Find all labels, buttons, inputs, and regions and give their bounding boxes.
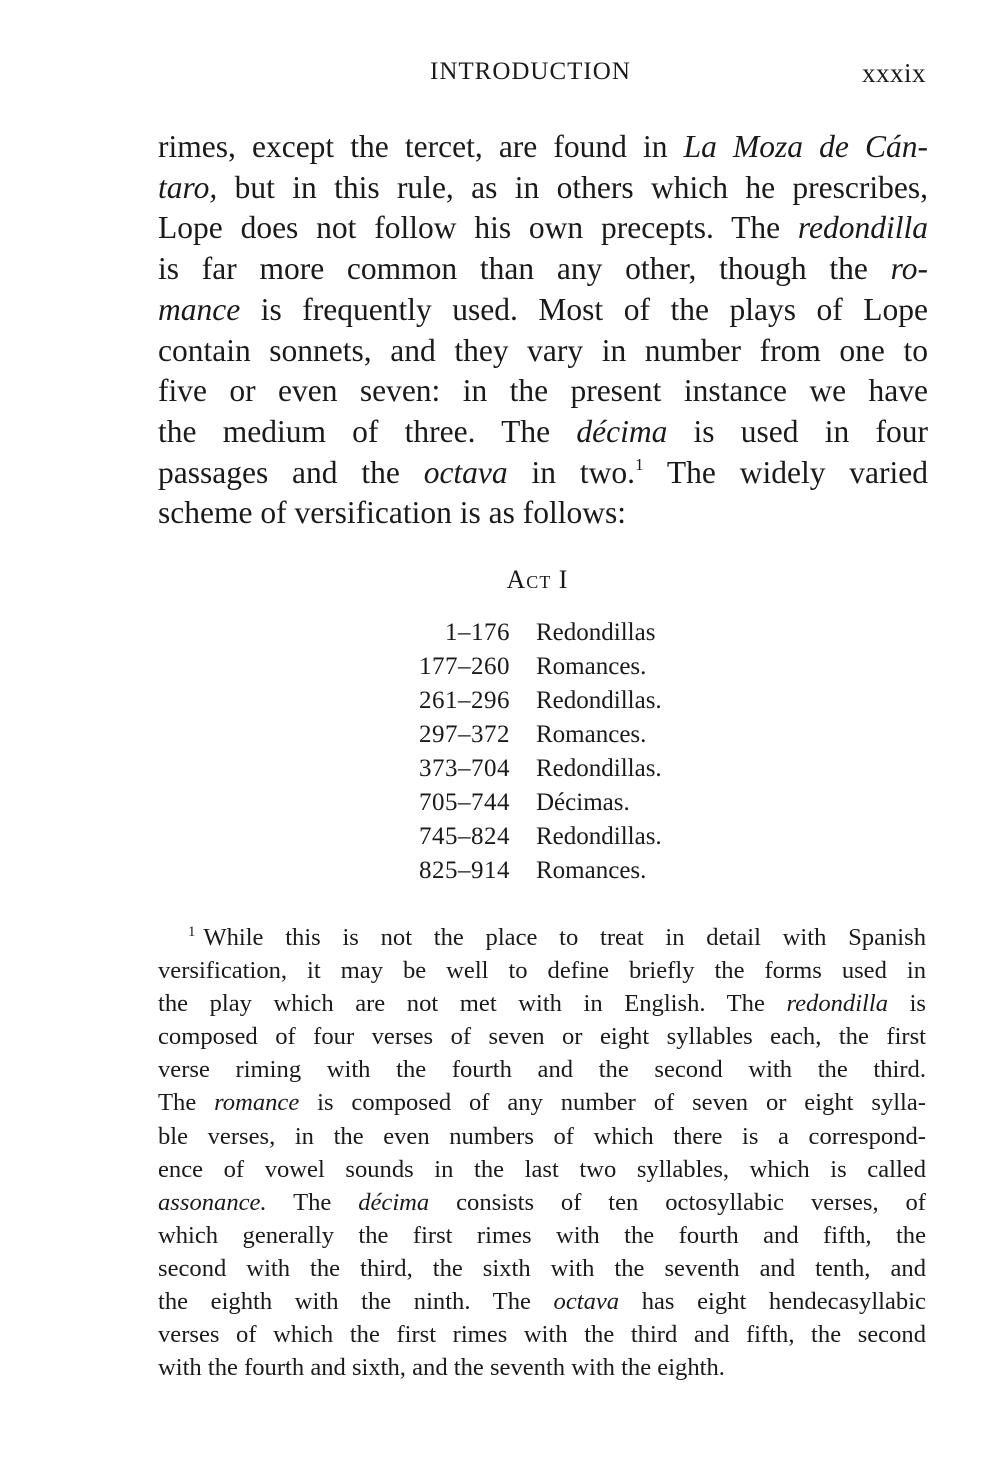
text-run: consists of ten octosyllabic verses, of	[429, 1188, 926, 1216]
text-run: which generally the first rimes with the fourth and fifth, the	[158, 1221, 926, 1249]
verse-range: 745–824	[419, 823, 510, 850]
versification-table	[380, 616, 740, 888]
act-heading-text: Act I	[506, 565, 569, 594]
text-run: with the fourth and sixth, and the seventh with the eighth.	[158, 1354, 725, 1382]
text-run: verses of which the first rimes with the third and fifth, the second	[158, 1321, 926, 1349]
verse-form: Redondillas.	[536, 755, 662, 782]
verse-range: 177–260	[419, 653, 510, 680]
footnote-line	[158, 954, 926, 987]
verse-range: 705–744	[419, 789, 510, 816]
footnote-reference: 1	[634, 454, 644, 474]
italic-term: mance	[158, 291, 241, 327]
verse-form: Romances.	[536, 857, 647, 884]
body-line	[158, 493, 928, 534]
text-run: The	[158, 1089, 215, 1117]
table-row	[380, 786, 740, 820]
body-line	[158, 412, 928, 453]
body-paragraph	[158, 127, 928, 534]
text-run: is composed of any number of seven or eight sylla-	[299, 1089, 926, 1117]
verse-form: Décimas.	[536, 789, 630, 816]
italic-term: décima	[576, 413, 668, 449]
footnote-line	[158, 1053, 926, 1086]
text-run: verse riming with the fourth and the second with the third.	[158, 1056, 926, 1084]
footnote-line	[158, 1318, 926, 1351]
footnote-line	[158, 1351, 926, 1384]
footnote-line	[158, 1252, 926, 1285]
verse-form: Redondillas.	[536, 687, 662, 714]
body-line	[158, 453, 928, 494]
verse-range: 1–176	[445, 619, 510, 646]
text-run: ence of vowel sounds in the last two syllables, which is called	[158, 1155, 926, 1183]
footnote-line	[158, 1020, 926, 1053]
footnote-line	[158, 1186, 926, 1219]
table-row	[380, 616, 740, 650]
italic-term: octava	[553, 1288, 620, 1316]
verse-range: 825–914	[419, 857, 510, 884]
act-heading	[0, 565, 1000, 595]
text-run: Lope does not follow his own precepts. The	[158, 210, 798, 246]
footnote-line	[158, 1285, 926, 1318]
italic-term: décima	[358, 1188, 430, 1216]
text-run: the eighth with the ninth. The	[158, 1288, 554, 1316]
verse-range: 297–372	[419, 721, 510, 748]
table-row	[380, 752, 740, 786]
body-line	[158, 208, 928, 249]
verse-form: Redondillas	[536, 619, 656, 646]
table-row	[380, 820, 740, 854]
italic-term: romance	[214, 1089, 300, 1117]
text-run: is far more common than any other, though the	[158, 251, 891, 287]
text-run: is	[888, 990, 926, 1018]
text-run: is used in four	[667, 413, 928, 449]
body-line	[158, 331, 928, 372]
text-run: the play which are not met with in English. The	[158, 990, 787, 1018]
footnote-line	[158, 1219, 926, 1252]
italic-term: redondilla	[797, 210, 928, 246]
text-run: The	[266, 1188, 359, 1216]
verse-range: 373–704	[419, 755, 510, 782]
body-line	[158, 371, 928, 412]
text-run: While this is not the place to treat in detail with Spanish	[203, 924, 926, 951]
text-run: has eight hendecasyllabic	[619, 1288, 926, 1316]
text-run: is frequently used. Most of the plays of Lope	[240, 291, 928, 327]
verse-form: Redondillas.	[536, 823, 662, 850]
running-head-title: INTRODUCTION	[430, 58, 631, 85]
italic-term: assonance.	[158, 1188, 267, 1216]
text-run: ble verses, in the even numbers of which there is a correspond-	[158, 1122, 926, 1150]
text-run: scheme of versification is as follows:	[158, 495, 627, 531]
body-line	[158, 168, 928, 209]
running-head	[158, 58, 928, 94]
text-run: second with the third, the sixth with the seventh and tenth, and	[158, 1254, 926, 1282]
text-run: contain sonnets, and they vary in number from one to	[158, 332, 928, 368]
text-run: in two.	[507, 454, 635, 490]
footnote-marker: 1	[188, 924, 196, 941]
text-run: but in this rule, as in others which he prescribes,	[217, 169, 928, 205]
footnote-line	[158, 1153, 926, 1186]
text-run: composed of four verses of seven or eight syllables each, the first	[158, 1023, 926, 1051]
italic-term: La Moza de Cán-	[683, 129, 928, 164]
italic-term: taro,	[158, 169, 218, 205]
page-number: xxxix	[861, 58, 926, 88]
footnote-line	[158, 987, 926, 1020]
text-run: The widely varied	[643, 454, 928, 490]
text-run: five or even seven: in the present instance we have	[158, 373, 928, 409]
footnote-line	[158, 1120, 926, 1153]
body-line	[158, 127, 928, 168]
table-row	[380, 718, 740, 752]
italic-term: ro-	[890, 251, 928, 287]
footnote-line	[158, 1086, 926, 1119]
table-row	[380, 684, 740, 718]
body-line	[158, 290, 928, 331]
text-run: rimes, except the tercet, are found in	[158, 129, 684, 164]
italic-term: redondilla	[786, 990, 889, 1018]
footnote	[158, 921, 926, 1384]
table-row	[380, 854, 740, 888]
body-line	[158, 249, 928, 290]
footnote-line	[158, 921, 926, 954]
text-run: versification, it may be well to define briefly the forms used in	[158, 957, 926, 985]
verse-form: Romances.	[536, 721, 647, 748]
text-run: passages and the	[158, 454, 424, 490]
verse-range: 261–296	[419, 687, 510, 714]
italic-term: octava	[423, 454, 508, 490]
text-run: the medium of three. The	[158, 413, 577, 449]
table-row	[380, 650, 740, 684]
verse-form: Romances.	[536, 653, 647, 680]
